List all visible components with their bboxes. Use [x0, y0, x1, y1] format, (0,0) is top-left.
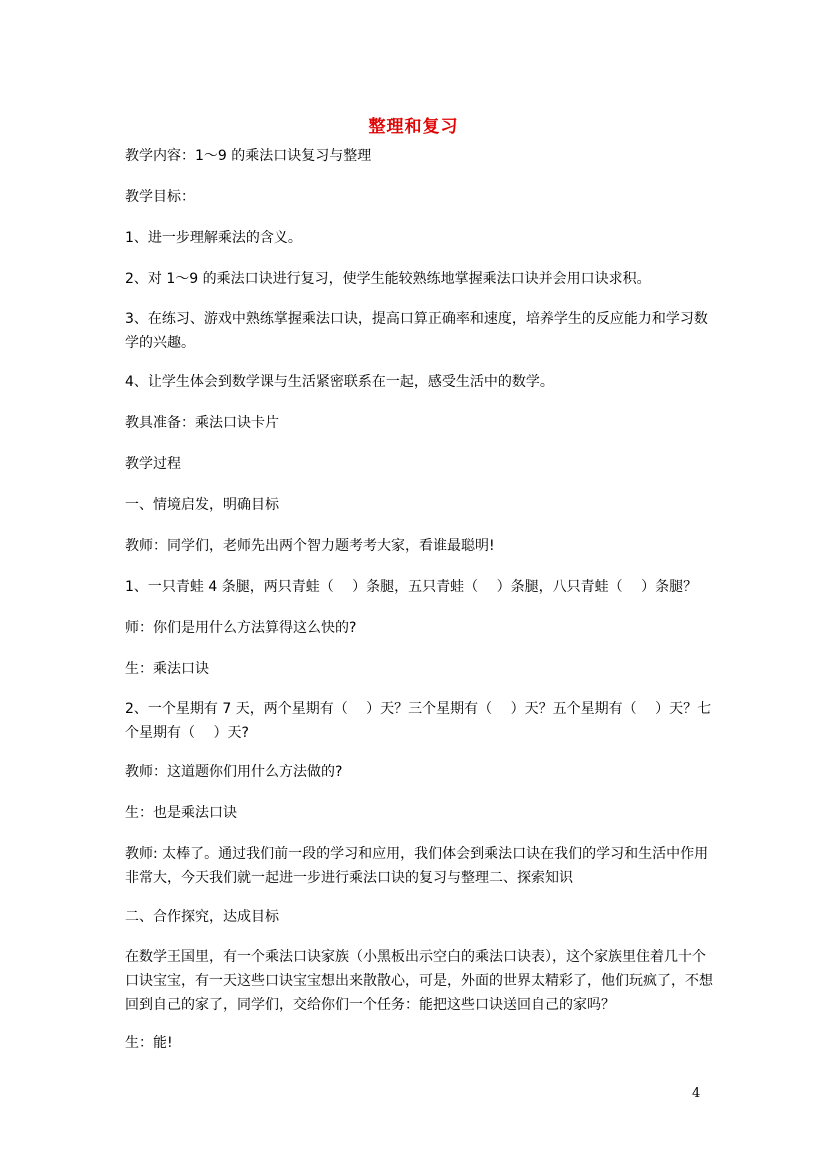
goal-2: 2、对 1～9 的乘法口诀进行复习，使学生能较熟练地掌握乘法口诀并会用口诀求积。	[125, 271, 651, 287]
section-1-heading: 一、情境启发，明确目标	[125, 497, 279, 513]
question-1: 1、一只青蛙 4 条腿，两只青蛙（ ）条腿，五只青蛙（ ）条腿，八只青蛙（ ）条腿？	[125, 579, 698, 595]
goal-4: 4、让学生体会到数学课与生活紧密联系在一起，感受生活中的数学。	[125, 374, 554, 390]
story-paragraph: 在数学王国里，有一个乘法口诀家族（小黑板出示空白的乘法口诀表），这个家族里住着几十个口诀宝宝，有一天这些口诀宝宝想出来散散心，可是，外面的世界太精彩了，他们玩疯了，不想回到自己的家了，同学们，交给你们一个任务：能把这些口诀送回自己的家吗？	[125, 949, 713, 1013]
teacher-line-3: 教师：这道题你们用什么方法做的?	[125, 764, 343, 780]
student-line-2: 生：也是乘法口诀	[125, 805, 237, 821]
teacher-line-1: 教师：同学们，老师先出两个智力题考考大家，看谁最聪明!	[125, 538, 495, 554]
teaching-content: 教学内容：1～9 的乘法口诀复习与整理	[125, 148, 372, 164]
page-number: 4	[692, 1086, 701, 1101]
section-2-heading: 二、合作探究，达成目标	[125, 909, 279, 925]
student-line-1: 生：乘法口诀	[125, 661, 209, 677]
goal-1: 1、进一步理解乘法的含义。	[125, 230, 302, 246]
teaching-process-heading: 教学过程	[125, 456, 181, 472]
teaching-goals-heading: 教学目标：	[125, 189, 195, 205]
teacher-line-2: 师：你们是用什么方法算得这么快的?	[125, 620, 357, 636]
question-2: 2、一个星期有 7 天，两个星期有（ ）天？三个星期有（ ）天？五个星期有（ ）天？七个星期有（ ）天?	[125, 701, 712, 741]
teaching-aids: 教具准备：乘法口诀卡片	[125, 415, 279, 431]
teacher-line-4: 教师: 太棒了。通过我们前一段的学习和应用，我们体会到乘法口诀在我们的学习和生活中作用非常大，今天我们就一起进一步进行乘法口诀的复习与整理二、探索知识	[125, 846, 709, 886]
goal-3: 3、在练习、游戏中熟练掌握乘法口诀，提高口算正确率和速度，培养学生的反应能力和学习数学的兴趣。	[125, 311, 708, 351]
student-line-3: 生：能!	[125, 1035, 173, 1051]
document-title: 整理和复习	[368, 117, 459, 137]
